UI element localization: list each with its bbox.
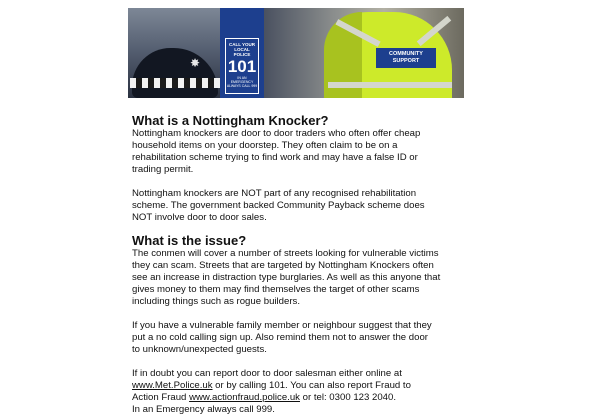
text-line: household items on your doorstep. They often claim to be on a [132,140,398,151]
sign-small2: ALWAYS CALL 999 [226,84,258,88]
text-line: NOT involve door to door sales. [132,212,267,223]
article-body [132,113,472,416]
sign-number: 101 [227,57,257,76]
text-line: or tel: 0300 123 2040. [299,392,396,403]
text-line: trading permit. [132,164,194,175]
text-line: or by calling 101. You can also report Fraud to [212,380,411,391]
text-line: scheme. The government backed Community Payback scheme does [132,200,425,211]
text-line: rehabilitation scheme trying to find work and may have a false ID or [132,152,418,163]
vest-reflective-stripe [328,82,452,88]
text-line: see an increase in distraction type burglaries. As well as this anyone that [132,272,441,283]
star-badge-icon: ✸ [189,56,201,70]
action-fraud-link[interactable]: www.actionfraud.police.uk [189,392,300,403]
text-line: including things such as rogue builders. [132,296,300,307]
vest-line2: SUPPORT [392,58,420,64]
sign-line1: CALL YOUR [228,42,256,47]
paragraph-report [132,368,472,416]
text-line: The conmen will cover a number of streets looking for vulnerable victims [132,248,439,259]
text-line: put a no cold calling sign up. Also remind them not to answer the door [132,332,428,343]
met-police-link[interactable]: www.Met.Police.uk [132,380,213,391]
community-support-label [376,48,436,68]
text-line: Action Fraud [132,392,190,403]
sign-line2: LOCAL [234,47,250,52]
heading-the-issue: What is the issue? [132,233,247,248]
text-line: In an Emergency always call 999. [132,404,275,415]
text-line: gives money to them may find themselves the target of other scams [132,284,420,295]
text-line: If you have a vulnerable family member or neighbour suggest that they [132,320,432,331]
heading-nottingham-knocker: What is a Nottingham Knocker? [132,113,329,128]
text-line: they can scam. Streets that are targeted by Nottingham Knockers often [132,260,434,271]
sign-line3: POLICE [233,52,251,57]
paragraph-not-rehabilitation [132,188,472,224]
text-line: Nottingham knockers are door to door traders who often offer cheap [132,128,421,139]
text-line: Nottingham knockers are NOT part of any recognised rehabilitation [132,188,417,199]
vest-line1: COMMUNITY [389,51,423,57]
text-line: to unknown/unexpected guests. [132,344,267,355]
text-line: If in doubt you can report door to door salesman either online at [132,368,402,379]
vest-layer [128,8,464,98]
paragraph-vulnerable-family [132,320,472,356]
sign-small1: IN AN EMERGENCY [230,76,254,84]
paragraph-conmen [132,248,472,308]
paragraph-definition [132,128,472,176]
